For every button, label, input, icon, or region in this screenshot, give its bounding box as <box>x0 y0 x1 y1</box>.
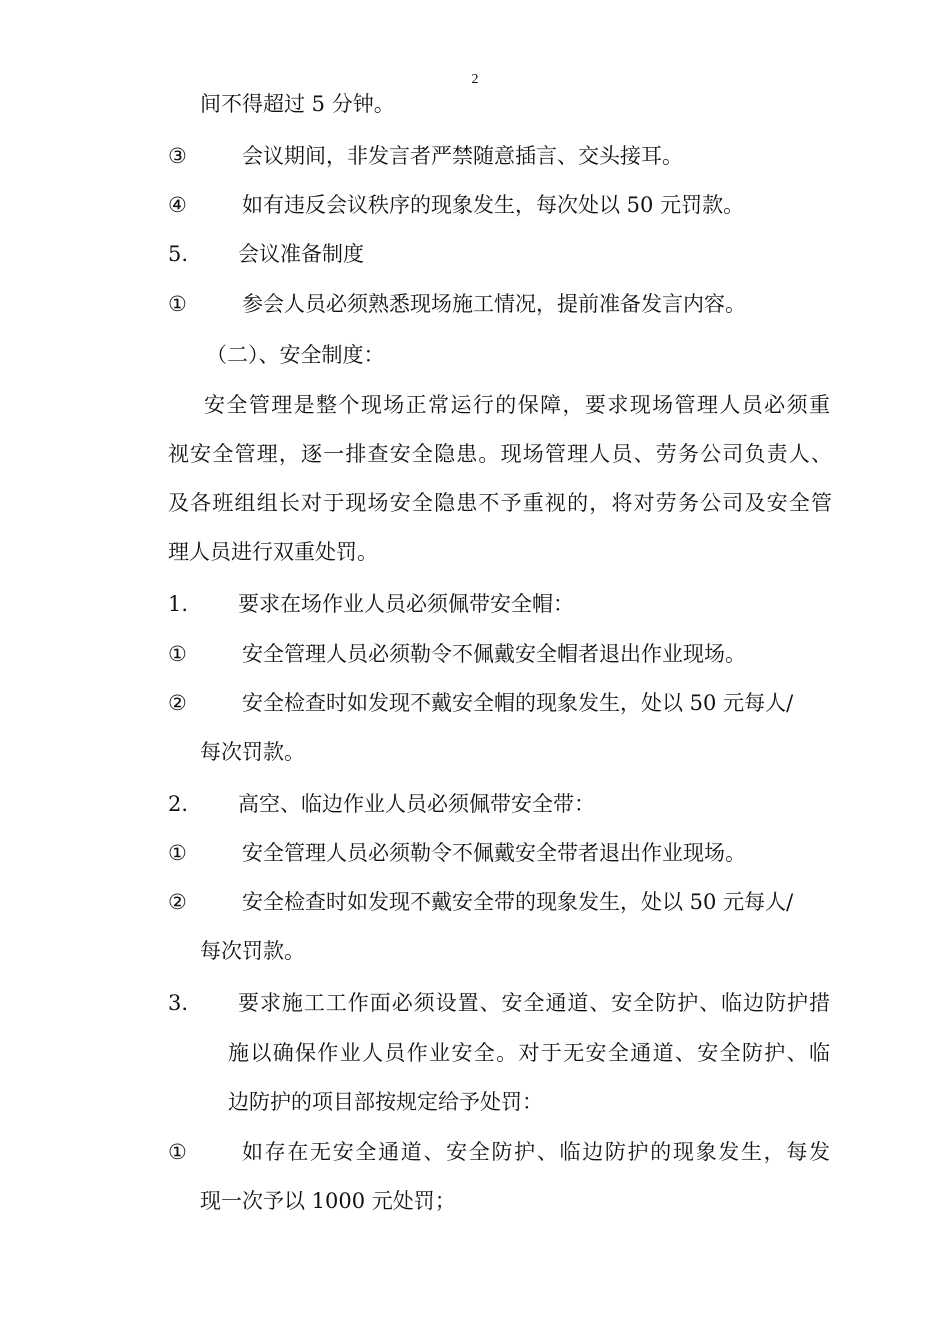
paragraph-line: 理人员进行双重处罚。 <box>168 540 378 564</box>
list-marker: ① <box>168 1140 187 1164</box>
paragraph-line: 安全管理是整个现场正常运行的保障，要求现场管理人员必须重 <box>204 393 830 417</box>
section-heading: 会议准备制度 <box>238 242 364 266</box>
list-item-text: 如存在无安全通道、安全防护、临边防护的现象发生，每发 <box>242 1140 830 1164</box>
page-number: 2 <box>471 72 479 87</box>
paragraph-line: 及各班组组长对于现场安全隐患不予重视的，将对劳务公司及安全管 <box>168 491 832 515</box>
list-item-continuation: 每次罚款。 <box>200 740 305 764</box>
text-line: 间不得超过 5 分钟。 <box>200 92 395 116</box>
list-number: 2. <box>168 792 189 816</box>
list-item-text: 安全检查时如发现不戴安全带的现象发生，处以 50 元每人/ <box>242 890 794 914</box>
list-marker: ④ <box>168 193 187 217</box>
list-item-text: 安全管理人员必须勒令不佩戴安全带者退出作业现场。 <box>242 841 746 865</box>
list-item-continuation: 现一次予以 1000 元处罚； <box>200 1189 456 1213</box>
list-marker: ③ <box>168 144 187 168</box>
section-heading: （二）、安全制度： <box>206 343 385 367</box>
list-number: 3. <box>168 991 189 1015</box>
list-item-text: 如有违反会议秩序的现象发生，每次处以 50 元罚款。 <box>242 193 745 217</box>
list-item-text: 参会人员必须熟悉现场施工情况，提前准备发言内容。 <box>242 292 746 316</box>
list-number: 5. <box>168 242 189 266</box>
list-item-text: 要求施工工作面必须设置、安全通道、安全防护、临边防护措 <box>238 991 830 1015</box>
list-marker: ① <box>168 642 187 666</box>
list-item-continuation: 边防护的项目部按规定给予处罚： <box>228 1090 543 1114</box>
list-number: 1. <box>168 592 189 616</box>
paragraph-line: 视安全管理，逐一排查安全隐患。现场管理人员、劳务公司负责人、 <box>168 442 832 466</box>
list-item-text: 会议期间，非发言者严禁随意插言、交头接耳。 <box>242 144 683 168</box>
list-item-text: 安全管理人员必须勒令不佩戴安全帽者退出作业现场。 <box>242 642 746 666</box>
list-marker: ① <box>168 841 187 865</box>
list-item-text: 高空、临边作业人员必须佩带安全带： <box>238 792 595 816</box>
list-marker: ② <box>168 890 187 914</box>
list-item-continuation: 每次罚款。 <box>200 939 305 963</box>
list-item-text: 要求在场作业人员必须佩带安全帽： <box>238 592 574 616</box>
list-marker: ① <box>168 292 187 316</box>
list-item-text: 安全检查时如发现不戴安全帽的现象发生，处以 50 元每人/ <box>242 691 794 715</box>
list-item-continuation: 施以确保作业人员作业安全。对于无安全通道、安全防护、临 <box>228 1041 830 1065</box>
list-marker: ② <box>168 691 187 715</box>
